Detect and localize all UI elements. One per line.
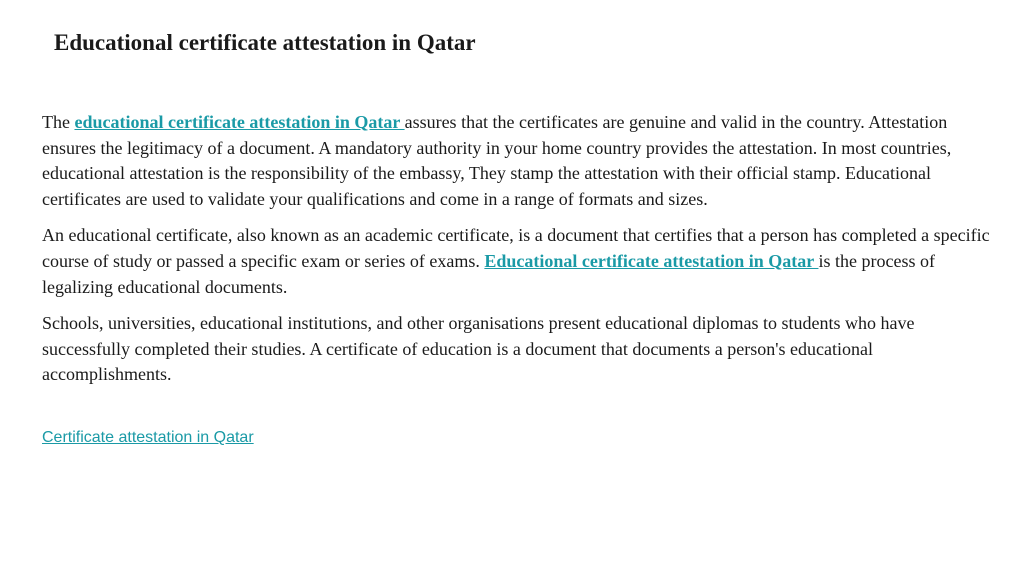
paragraph-intro-text-after: assures that the certificates are genuine and valid in the country. Attestation ensures the legitimacy of a document. A mandatory authority in your home country provides the attestation. In most countries, educational attestation is the responsibility of the embassy, They stamp the attestation with their official stamp. Educational certificates are used to validate your qualifications and come in a range of formats and sizes. — [42, 112, 952, 209]
paragraph-definition-text-before: An educational certificate, also known as an academic certificate, is a document that certifies that a person has completed a specific course of study or passed a specific exam or series of exams. — [42, 225, 990, 271]
paragraph-definition — [42, 223, 1002, 300]
paragraph-intro-text-before: The — [42, 112, 75, 132]
page-title: Educational certificate attestation in Qatar — [54, 30, 476, 55]
attestation-link-2[interactable]: Educational certificate attestation in Qatar — [484, 250, 819, 271]
certificate-attestation-footer-link[interactable]: Certificate attestation in Qatar — [42, 429, 254, 446]
paragraph-intro — [42, 110, 1002, 212]
article-body — [42, 110, 1002, 399]
paragraph-definition-text-after: is the process of legalizing educational documents. — [42, 250, 935, 297]
attestation-link-1[interactable]: educational certificate attestation in Qatar — [74, 112, 405, 132]
paragraph-diplomas: Schools, universities, educational institutions, and other organisations present educational diplomas to students who have successfully completed their studies. A certificate of education is a document that documents a person's educational accomplishments. — [42, 313, 915, 385]
